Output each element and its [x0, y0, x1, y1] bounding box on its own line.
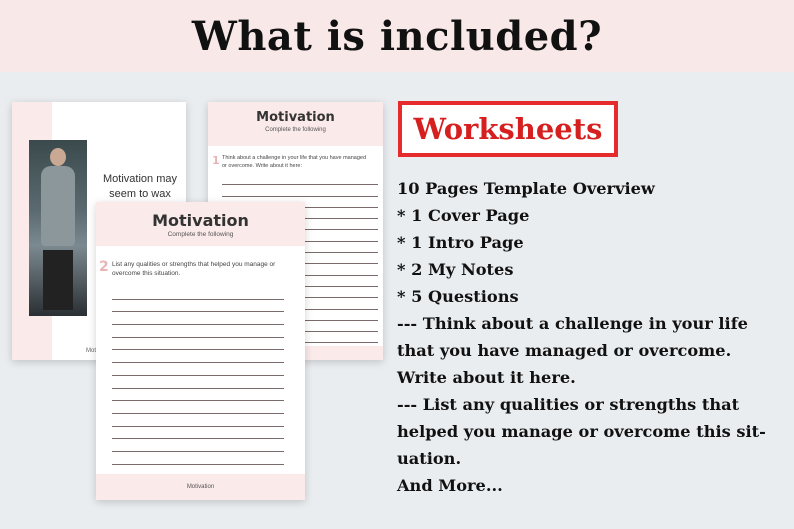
cover-footer: Mot [86, 348, 97, 354]
list-item: that you have managed or overcome. [397, 341, 732, 360]
worksheet-subtitle: Complete the following [265, 127, 326, 133]
worksheet-subtitle: Complete the following [167, 231, 234, 238]
worksheet-title: Motivation [256, 110, 335, 125]
photo-person-legs [43, 250, 73, 310]
question-text: List any qualities or strengths that helped you manage or overcome this situation. [112, 261, 276, 277]
header-banner [0, 0, 794, 72]
list-item: uation. [397, 449, 462, 468]
question-text: Think about a challenge in your life that you have managed or overcome. Write about it here: [222, 155, 367, 169]
worksheet-footer: Motivation [96, 474, 305, 500]
worksheet-preview-2 [96, 202, 305, 500]
worksheet-header-band [208, 102, 383, 146]
list-item: --- List any qualities or strengths that [397, 395, 740, 414]
question-number: 2 [99, 259, 109, 275]
worksheet-title: Motivation [152, 211, 249, 230]
question-number: 1 [212, 154, 220, 167]
cover-tagline: Motivation may seem to wax [103, 173, 177, 200]
list-item: * 5 Questions [397, 287, 519, 306]
list-item: * 1 Intro Page [397, 233, 524, 252]
list-item: helped you manage or overcome this sit- [397, 422, 766, 441]
worksheet-header-band [96, 202, 305, 246]
list-item: 10 Pages Template Overview [397, 179, 655, 198]
list-item: --- Think about a challenge in your life [397, 314, 748, 333]
page-title: What is included? [191, 12, 603, 60]
list-item: * 1 Cover Page [397, 206, 530, 225]
list-item: Write about it here. [397, 368, 576, 387]
cover-photo [29, 140, 87, 316]
contents-list [397, 175, 789, 499]
worksheets-badge [398, 101, 618, 157]
list-item: * 2 My Notes [397, 260, 514, 279]
photo-person-hoodie [41, 166, 75, 246]
photo-person-head [50, 148, 66, 166]
list-item: And More... [397, 476, 503, 495]
worksheets-badge-label: Worksheets [413, 112, 603, 146]
writing-lines [112, 287, 284, 477]
